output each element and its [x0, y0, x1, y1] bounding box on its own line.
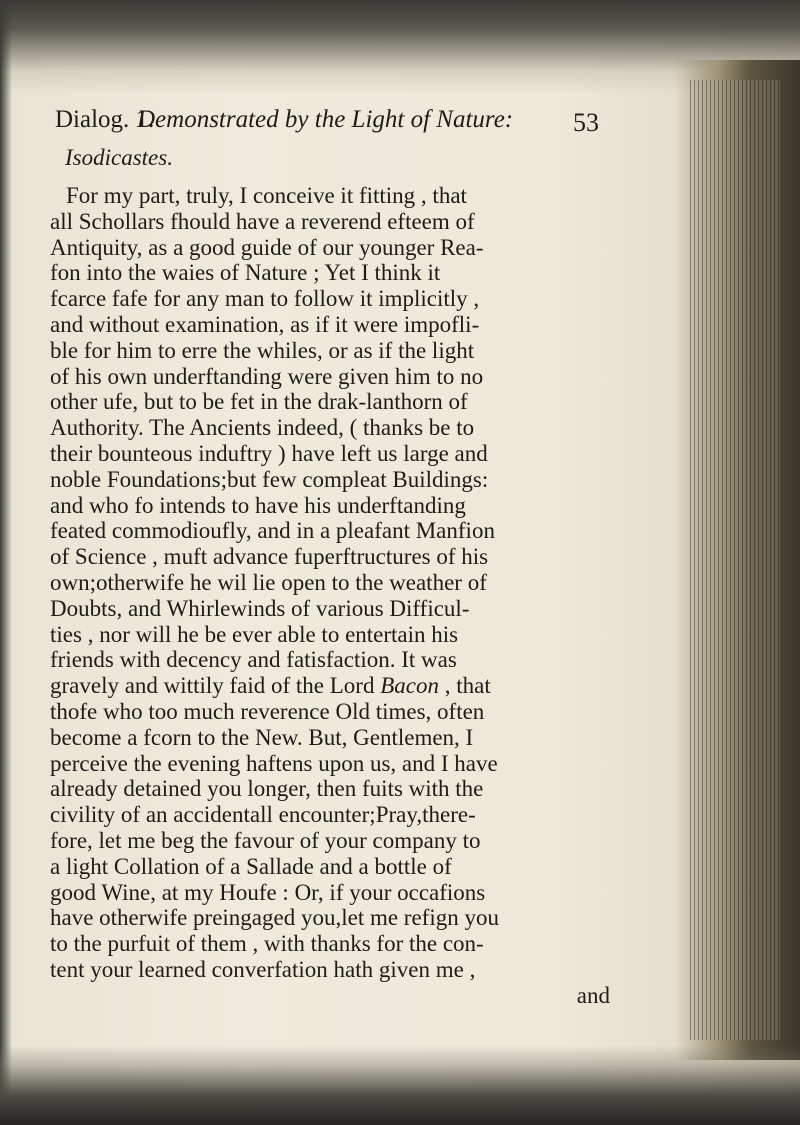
- text-segment: of Science , muft advance fuperftructures of his: [50, 544, 489, 570]
- text-segment: Antiquity, as a good guide of our younger Rea-: [50, 234, 484, 260]
- text-segment: perceive the evening haftens upon us, and I have: [50, 750, 498, 776]
- text-segment: all Schollars fhould have a reverend efteem of: [50, 208, 475, 234]
- text-segment: become a fcorn to the New. But, Gentlemen, I: [50, 724, 474, 750]
- text-line: [50, 286, 630, 312]
- text-segment: good Wine, at my Houfe : Or, if your occafions: [50, 879, 486, 905]
- text-segment: , that: [438, 673, 491, 699]
- body-text: [50, 183, 630, 1009]
- text-segment: friends with decency and fatisfaction. It was: [50, 647, 457, 673]
- text-line: [50, 802, 630, 828]
- text-line: [50, 622, 630, 648]
- text-line: [50, 235, 630, 261]
- text-line: [50, 776, 630, 802]
- text-segment: fcarce fafe for any man to follow it implicitly ,: [50, 286, 480, 312]
- dialog-number: Dialog. 1.: [55, 106, 155, 133]
- text-segment: feated commodioufly, and in a pleafant Manfion: [50, 518, 495, 544]
- text-segment: For my part, truly, I conceive it fitting , that: [66, 183, 467, 208]
- text-segment: noble Foundations;but few compleat Buildings:: [50, 466, 489, 492]
- italic-name: Bacon: [380, 673, 439, 699]
- text-segment: Authority. The Ancients indeed, ( thanks be to: [50, 415, 475, 441]
- text-segment: to the purfuit of them , with thanks for the con-: [50, 931, 484, 957]
- running-header: [55, 100, 615, 144]
- text-line: [50, 312, 630, 338]
- text-line: [50, 931, 630, 957]
- text-line: [50, 364, 630, 390]
- text-line: [50, 570, 630, 596]
- text-line: [50, 493, 630, 519]
- text-segment: have otherwife preingaged you,let me refign you: [50, 905, 499, 931]
- text-segment: of his own underftanding were given him to no: [50, 363, 484, 389]
- left-edge-shadow: [0, 0, 12, 1125]
- text-line: [50, 673, 630, 699]
- text-line: [50, 209, 630, 235]
- text-segment: own;otherwife he wil lie open to the weather of: [50, 569, 487, 595]
- page-number: 53: [573, 108, 599, 137]
- text-line: [50, 647, 630, 673]
- text-segment: Doubts, and Whirlewinds of various Difficul-: [50, 595, 470, 621]
- text-line: [50, 596, 630, 622]
- text-segment: ble for him to erre the whiles, or as if the light: [50, 337, 475, 363]
- text-segment: and without examination, as if it were impofli-: [50, 311, 480, 337]
- stacked-leaf-edges: [690, 80, 780, 1040]
- speaker-name: Isodicastes.: [65, 145, 173, 170]
- text-line: [50, 183, 630, 209]
- text-segment: already detained you longer, then fuits with the: [50, 776, 484, 802]
- text-line: [50, 751, 630, 777]
- text-line: [50, 338, 630, 364]
- text-line: [50, 880, 630, 906]
- text-line: [50, 699, 630, 725]
- text-line: [50, 905, 630, 931]
- text-segment: ties , nor will he be ever able to entertain his: [50, 621, 459, 647]
- text-line: [50, 828, 630, 854]
- text-segment: tent your learned converfation hath given me ,: [50, 956, 476, 982]
- text-segment: gravely and wittily faid of the Lord: [50, 673, 381, 699]
- text-segment: a light Collation of a Sallade and a bottle of: [50, 853, 452, 879]
- text-line: [50, 544, 630, 570]
- text-segment: their bounteous induftry ) have left us large and: [50, 440, 488, 466]
- bottom-edge-shadow: [0, 1045, 800, 1125]
- text-line: [50, 467, 630, 493]
- text-segment: and who fo intends to have his underftanding: [50, 492, 466, 518]
- catchword: and: [576, 982, 610, 1008]
- text-segment: fore, let me beg the favour of your company to: [50, 827, 481, 853]
- text-line: [50, 441, 630, 467]
- text-segment: fon into the waies of Nature ; Yet I think it: [50, 260, 441, 286]
- text-line: [50, 389, 630, 415]
- text-line: [50, 260, 630, 286]
- text-line: [50, 957, 630, 983]
- text-line: [50, 415, 630, 441]
- text-segment: other ufe, but to be fet in the drak-lanthorn of: [50, 389, 468, 415]
- text-line: [50, 725, 630, 751]
- text-line: [50, 854, 630, 880]
- text-segment: civility of an accidentall encounter;Pray,there-: [50, 802, 476, 828]
- text-line: [50, 518, 630, 544]
- text-segment: thofe who too much reverence Old times, often: [50, 698, 485, 724]
- running-title: Demonstrated by the Light of Nature:: [137, 106, 514, 133]
